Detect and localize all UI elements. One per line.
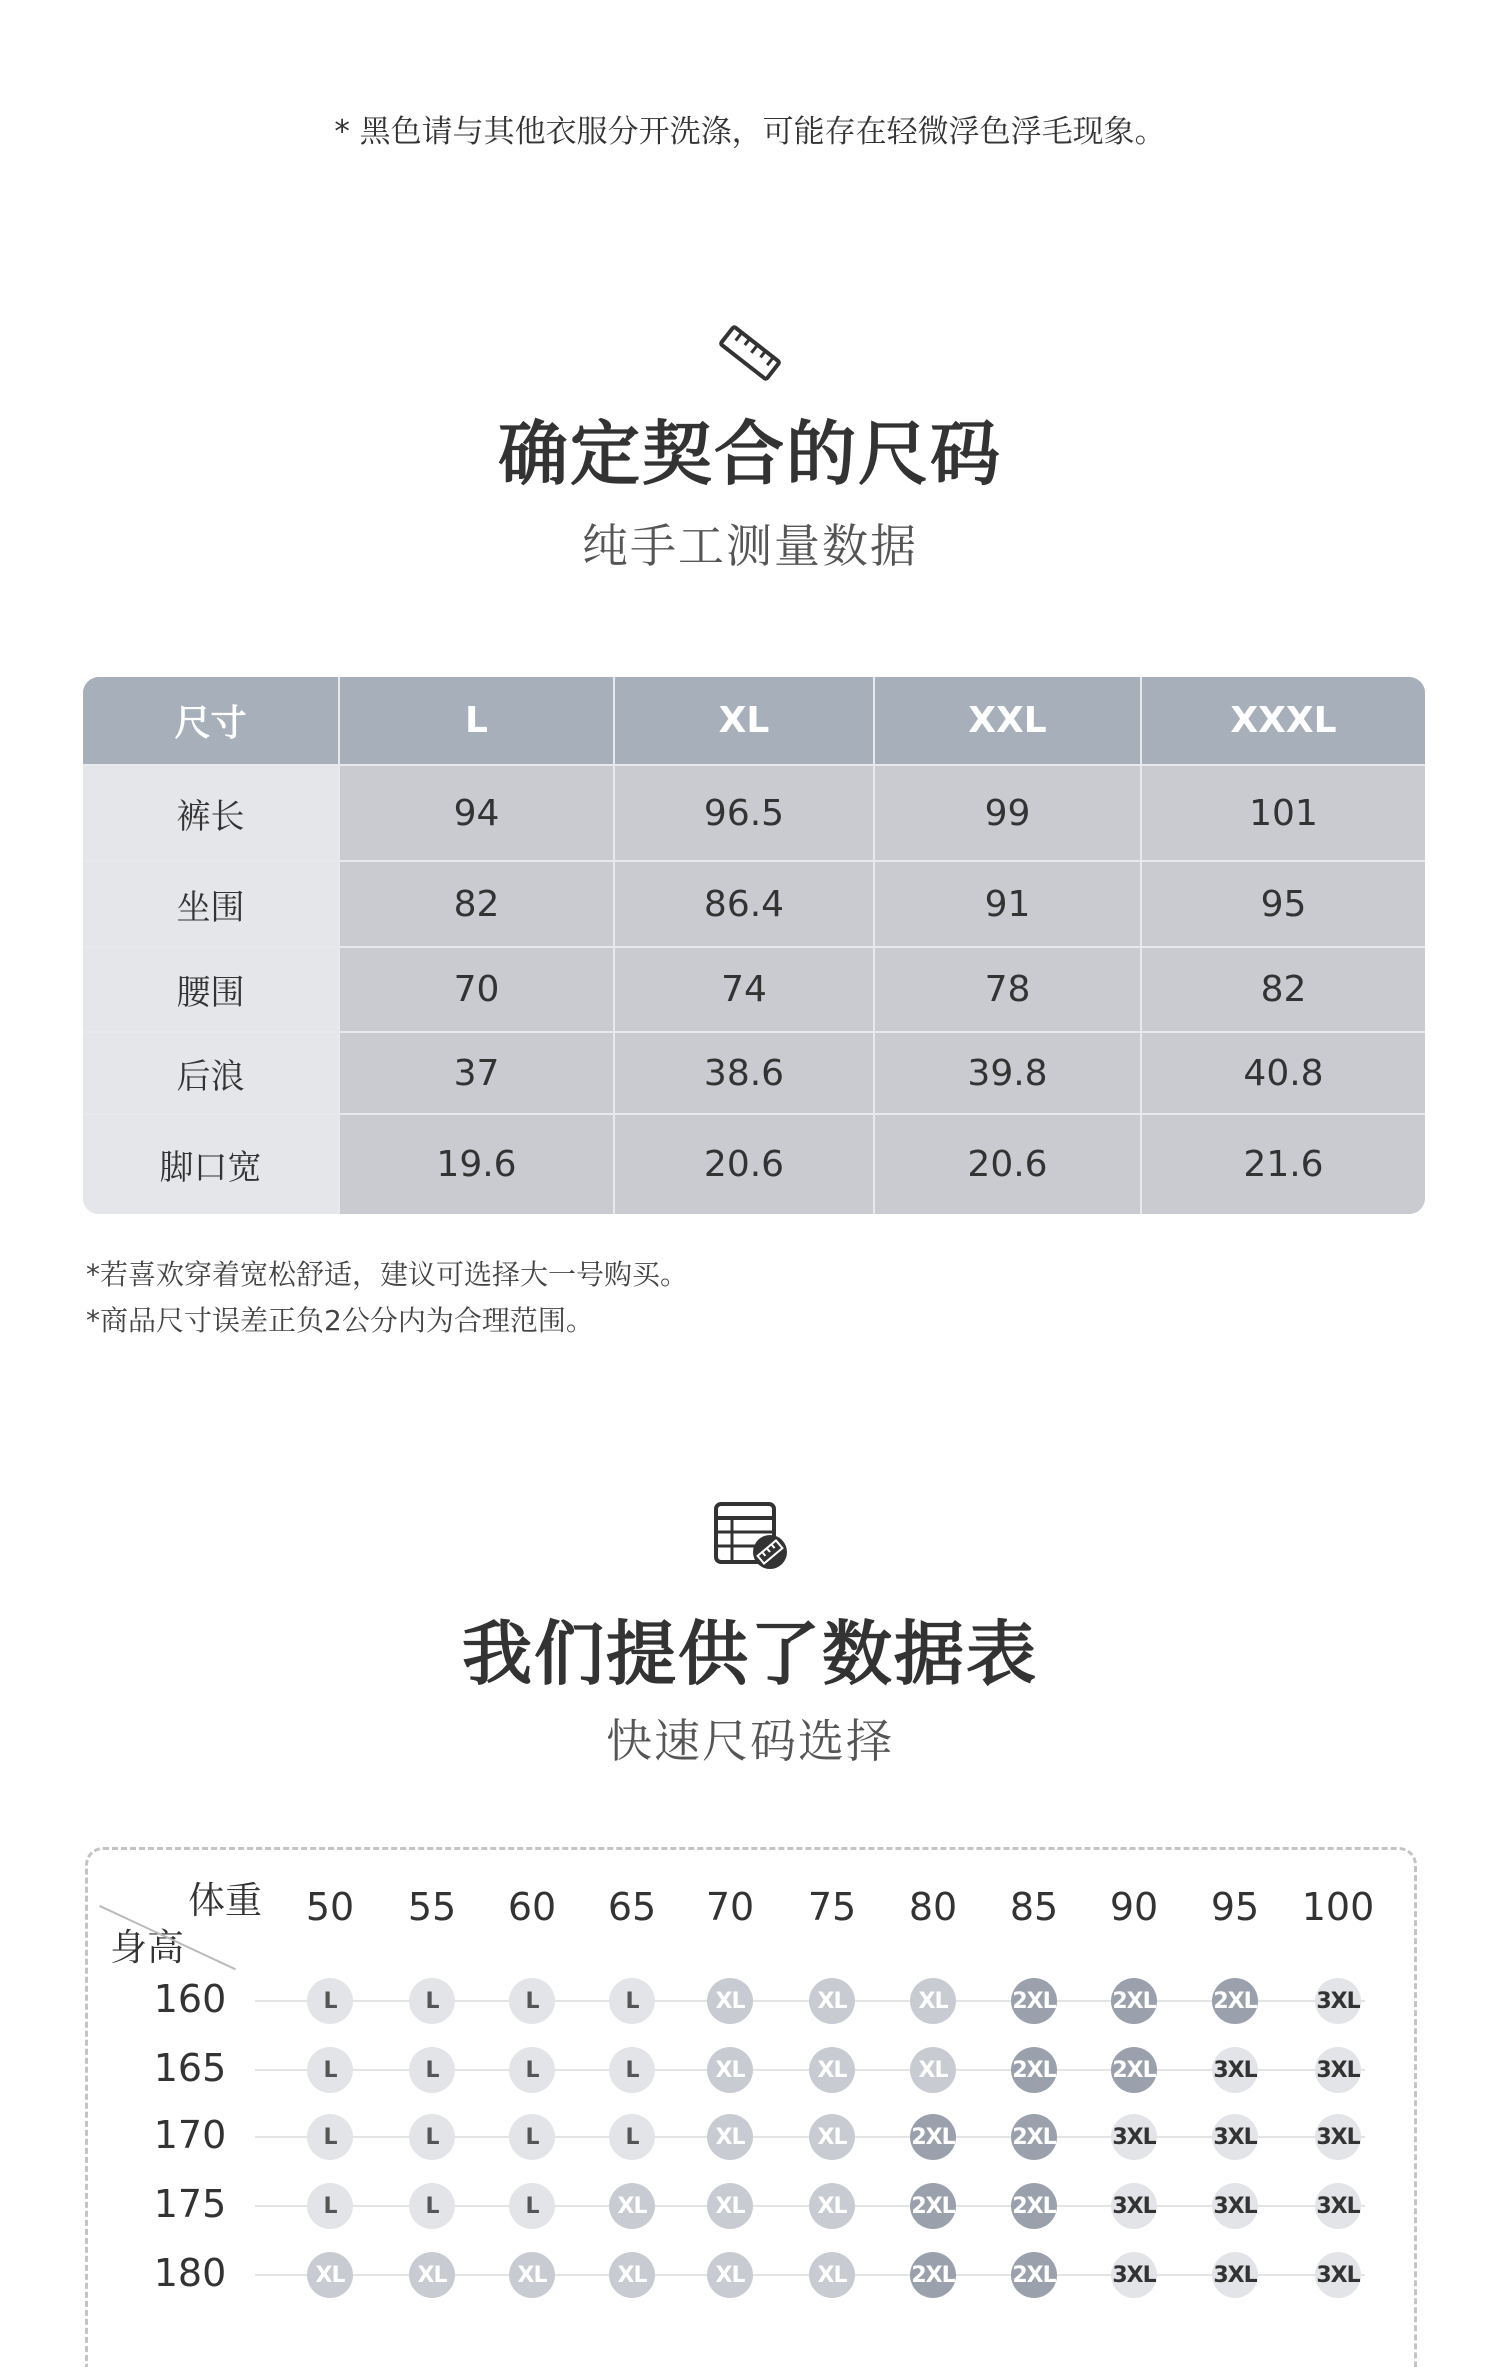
table-cell: 86.4: [615, 862, 875, 948]
size-badge: XL: [707, 2252, 753, 2298]
note-tolerance: *商品尺寸误差正负2公分内为合理范围。: [86, 1304, 594, 1337]
table-cell: 95: [1142, 862, 1425, 948]
size-badge: L: [509, 2183, 555, 2229]
table-header-xxl: XXL: [875, 677, 1142, 766]
size-badge: L: [509, 1978, 555, 2024]
size-badge: 3XL: [1315, 2252, 1361, 2298]
size-badge: XL: [809, 2183, 855, 2229]
weight-col-label: 100: [1301, 1885, 1375, 1929]
size-badge: XL: [609, 2252, 655, 2298]
section-title-size: 确定契合的尺码: [498, 413, 1002, 495]
table-cell: 99: [875, 766, 1142, 862]
note-loose-fit: *若喜欢穿着宽松舒适，建议可选择大一号购买。: [86, 1258, 689, 1291]
size-badge: XL: [910, 1978, 956, 2024]
weight-col-label: 80: [908, 1885, 958, 1929]
weight-col-label: 95: [1210, 1885, 1260, 1929]
table-row-label: 脚口宽: [83, 1115, 340, 1214]
table-cell: 20.6: [615, 1115, 875, 1214]
table-cell: 38.6: [615, 1033, 875, 1115]
size-badge: XL: [609, 2183, 655, 2229]
height-row-label: 165: [153, 2046, 227, 2090]
table-cell: 96.5: [615, 766, 875, 862]
weight-col-label: 85: [1009, 1885, 1059, 1929]
table-cell: 21.6: [1142, 1115, 1425, 1214]
size-badge: XL: [409, 2252, 455, 2298]
height-row-label: 160: [153, 1977, 227, 2021]
size-badge: L: [307, 1978, 353, 2024]
table-row-label: 腰围: [83, 948, 340, 1033]
size-badge: 3XL: [1315, 2047, 1361, 2093]
size-badge: 3XL: [1212, 2252, 1258, 2298]
table-cell: 40.8: [1142, 1033, 1425, 1115]
size-badge: XL: [809, 2252, 855, 2298]
table-cell: 37: [340, 1033, 615, 1115]
size-badge: 3XL: [1315, 1978, 1361, 2024]
size-badge: XL: [707, 2047, 753, 2093]
size-badge: 2XL: [1011, 2047, 1057, 2093]
size-badge: L: [307, 2183, 353, 2229]
height-row-label: 175: [153, 2182, 227, 2226]
size-badge: L: [609, 2047, 655, 2093]
size-badge: L: [609, 2114, 655, 2160]
size-badge: 2XL: [910, 2114, 956, 2160]
size-badge: 3XL: [1315, 2114, 1361, 2160]
size-badge: 3XL: [1111, 2114, 1157, 2160]
size-badge: 2XL: [910, 2252, 956, 2298]
size-badge: 3XL: [1111, 2183, 1157, 2229]
table-cell: 39.8: [875, 1033, 1142, 1115]
corner-label-weight: 体重: [188, 1879, 262, 1922]
table-cell: 19.6: [340, 1115, 615, 1214]
weight-col-label: 50: [305, 1885, 355, 1929]
size-badge: L: [409, 2047, 455, 2093]
size-badge: XL: [307, 2252, 353, 2298]
weight-col-label: 75: [807, 1885, 857, 1929]
size-badge: L: [509, 2114, 555, 2160]
size-badge: XL: [707, 1978, 753, 2024]
size-badge: XL: [910, 2047, 956, 2093]
table-header-xl: XL: [615, 677, 875, 766]
table-row-label: 后浪: [83, 1033, 340, 1115]
height-row-label: 180: [153, 2251, 227, 2295]
table-cell: 70: [340, 948, 615, 1033]
weight-col-label: 90: [1109, 1885, 1159, 1929]
size-badge: 3XL: [1212, 2114, 1258, 2160]
table-header-xxxl: XXXL: [1142, 677, 1425, 766]
weight-col-label: 70: [705, 1885, 755, 1929]
height-row-label: 170: [153, 2113, 227, 2157]
size-badge: 2XL: [1212, 1978, 1258, 2024]
size-badge: 3XL: [1315, 2183, 1361, 2229]
size-badge: 2XL: [910, 2183, 956, 2229]
size-badge: L: [509, 2047, 555, 2093]
table-notes: [86, 1252, 688, 1344]
size-badge: 2XL: [1011, 1978, 1057, 2024]
section-subtitle-quick: 快速尺码选择: [606, 1714, 894, 1768]
table-row-label: 坐围: [83, 862, 340, 948]
size-badge: XL: [509, 2252, 555, 2298]
weight-col-label: 60: [507, 1885, 557, 1929]
size-badge: XL: [809, 2047, 855, 2093]
section-title-datasheet: 我们提供了数据表: [462, 1613, 1038, 1695]
size-badge: 2XL: [1011, 2252, 1057, 2298]
table-header-size: 尺寸: [83, 677, 340, 766]
ruler-icon: [715, 318, 785, 392]
table-row-label: 裤长: [83, 766, 340, 862]
size-badge: L: [409, 2114, 455, 2160]
table-cell: 74: [615, 948, 875, 1033]
size-badge: 3XL: [1212, 2183, 1258, 2229]
corner-label-height: 身高: [110, 1926, 184, 1969]
size-badge: L: [307, 2047, 353, 2093]
size-badge: 2XL: [1111, 1978, 1157, 2024]
wash-note: * 黑色请与其他衣服分开洗涤，可能存在轻微浮色浮毛现象。: [334, 114, 1166, 150]
weight-col-label: 65: [607, 1885, 657, 1929]
table-cell: 20.6: [875, 1115, 1142, 1214]
size-badge: XL: [809, 1978, 855, 2024]
table-cell: 94: [340, 766, 615, 862]
section-subtitle-size: 纯手工测量数据: [582, 519, 918, 573]
size-badge: 2XL: [1111, 2047, 1157, 2093]
table-cell: 82: [340, 862, 615, 948]
size-badge: XL: [707, 2114, 753, 2160]
size-badge: 2XL: [1011, 2183, 1057, 2229]
table-cell: 78: [875, 948, 1142, 1033]
size-badge: XL: [707, 2183, 753, 2229]
size-badge: 3XL: [1212, 2047, 1258, 2093]
size-badge: 2XL: [1011, 2114, 1057, 2160]
size-badge: 3XL: [1111, 2252, 1157, 2298]
size-badge: L: [409, 2183, 455, 2229]
size-table: [83, 677, 1425, 1214]
spreadsheet-ruler-icon: [710, 1500, 790, 1576]
table-cell: 101: [1142, 766, 1425, 862]
table-header-l: L: [340, 677, 615, 766]
table-cell: 82: [1142, 948, 1425, 1033]
size-badge: L: [409, 1978, 455, 2024]
size-badge: L: [307, 2114, 353, 2160]
size-badge: L: [609, 1978, 655, 2024]
size-badge: XL: [809, 2114, 855, 2160]
table-cell: 91: [875, 862, 1142, 948]
weight-col-label: 55: [407, 1885, 457, 1929]
